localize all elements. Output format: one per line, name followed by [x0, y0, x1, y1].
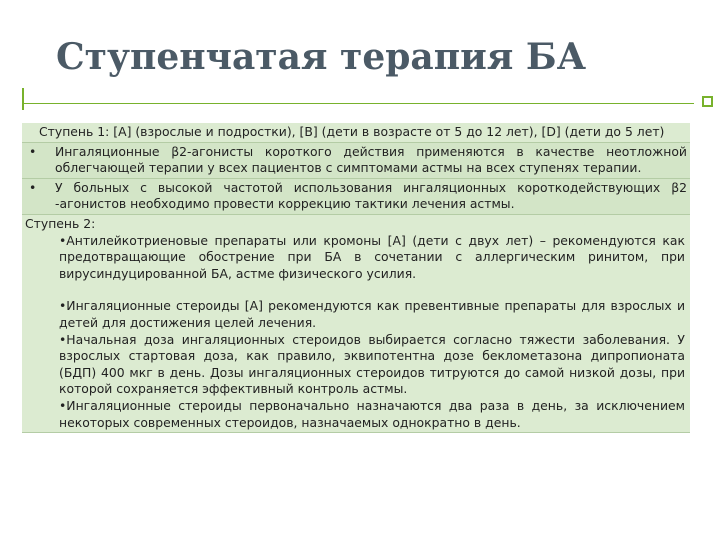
step1-bullet-row [22, 143, 690, 179]
step1-bullet-text: Ингаляционные β2-агонисты короткого действия применяются в качестве неотложной облегчающей терапии у всех пациентов с симптомами астмы на всех ступенях терапии. [55, 143, 687, 176]
step2-paragraph: •Ингаляционные стероиды [A] рекомендуются как превентивные препараты для взрослых и детей для достижения целей лечения. [59, 298, 685, 330]
bullet-icon: • [29, 143, 37, 159]
step2-paragraph: •Начальная доза ингаляционных стероидов выбирается согласно тяжести заболевания. У взрослых стартовая доза, как правило, эквипотентна дозе беклометазона дипропионата (БДП) 400 мкг в день. Дозы ингаляционных стероидов титруются до самой низкой дозы, при которой сохраняется эффективный контроль астмы. [59, 331, 685, 397]
step1-bullet-row [22, 179, 690, 215]
step1-heading: Ступень 1: [A] (взрослые и подростки), [B] (дети в возрасте от 5 до 12 лет), [D] (дети до 5 лет) [39, 124, 665, 139]
title-accent-square [702, 96, 713, 107]
step1-bullet-text: У больных с высокой частотой использования ингаляционных короткодействующих β2 -агонистов необходимо провести коррекцию тактики лечения астмы. [55, 179, 687, 212]
content-table [22, 123, 690, 540]
step2-paragraph: •Антилейкотриеновые препараты или кромоны [A] (дети с двух лет) – рекомендуются как предотвращающие обострение при БА в сочетании с аллергическим ринитом, при вирусиндуцированной БА, астме физического усилия. [59, 232, 685, 281]
step2-heading: Ступень 2: [25, 215, 96, 231]
step1-heading-row [22, 123, 690, 143]
title-accent-bar [22, 88, 24, 110]
bullet-icon: • [29, 179, 37, 195]
step2-section [22, 215, 690, 433]
step2-paragraph: •Ингаляционные стероиды первоначально назначаются два раза в день, за исключением некоторых современных стероидов, назначаемых однократно в день. [59, 397, 685, 430]
title-underline [22, 103, 694, 104]
slide-title: Ступенчатая терапия БА [56, 36, 587, 78]
